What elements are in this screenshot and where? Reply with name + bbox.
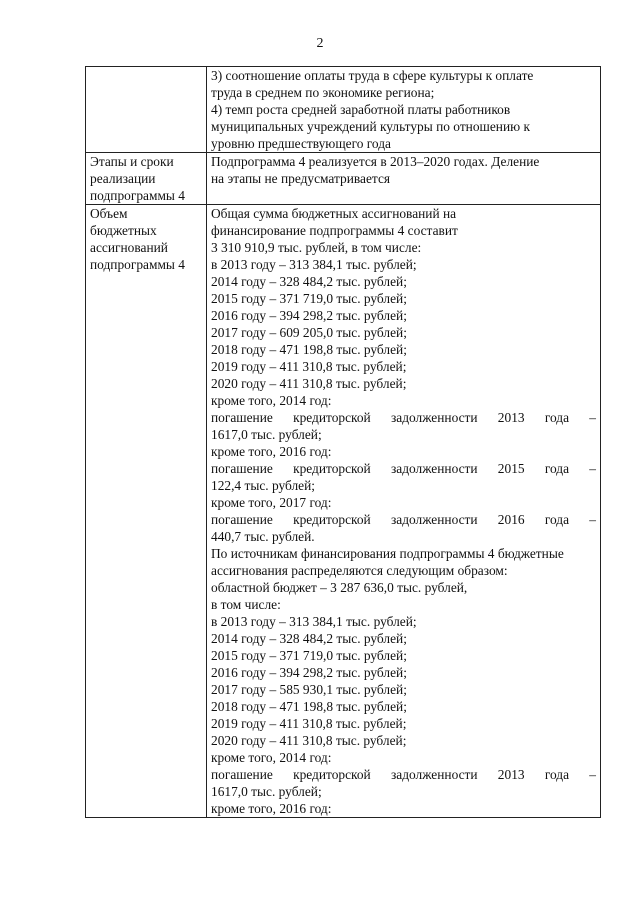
text-line: 2017 году – 609 205,0 тыс. рублей; [211,325,407,340]
text-line: кроме того, 2014 год: [211,393,332,408]
text-line: 2018 году – 471 198,8 тыс. рублей; [211,342,407,357]
table-row-stages [86,153,601,205]
text-line: финансирование подпрограммы 4 составит [211,223,458,238]
row-label-line: подпрограммы 4 [90,188,185,203]
text-line: областной бюджет – 3 287 636,0 тыс. рублей, [211,580,468,595]
row-label-line: ассигнований [90,240,168,255]
row-label-line: Этапы и сроки [90,154,174,169]
text-line: Подпрограмма 4 реализуется в 2013–2020 годах. Деление [211,154,540,169]
text-line: труда в среднем по экономике региона; [211,85,435,100]
passport-table [85,66,601,818]
text-line: 2019 году – 411 310,8 тыс. рублей; [211,359,407,374]
text-line: 2014 году – 328 484,2 тыс. рублей; [211,274,407,289]
page-number: 2 [316,36,324,51]
row1-right-cell [207,67,601,153]
text-line: 2015 году – 371 719,0 тыс. рублей; [211,648,407,663]
text-line: 2019 году – 411 310,8 тыс. рублей; [211,716,407,731]
table-row-budget [86,205,601,818]
text-line: 2018 году – 471 198,8 тыс. рублей; [211,699,407,714]
text-line: 2016 году – 394 298,2 тыс. рублей; [211,308,407,323]
row2-right-cell [207,153,601,205]
text-line: погашение кредиторской задолженности 2013 года – [211,410,596,425]
row1-left-cell [86,67,207,153]
text-line: погашение кредиторской задолженности 2015 года – [211,461,596,476]
row2-left-cell [86,153,207,205]
text-line: 2020 году – 411 310,8 тыс. рублей; [211,376,407,391]
text-line: в 2013 году – 313 384,1 тыс. рублей; [211,257,417,272]
text-line: ассигнования распределяются следующим образом: [211,563,508,578]
text-line: По источникам финансирования подпрограммы 4 бюджетные [211,546,564,561]
row-label-line: Объем [90,206,128,221]
row3-left-cell [86,205,207,818]
text-line: 2017 году – 585 930,1 тыс. рублей; [211,682,407,697]
text-line: 1617,0 тыс. рублей; [211,784,322,799]
text-line: 4) темп роста средней заработной платы работников [211,102,511,117]
text-line: 440,7 тыс. рублей. [211,529,315,544]
text-line: Общая сумма бюджетных ассигнований на [211,206,457,221]
text-line: муниципальных учреждений культуры по отношению к [211,119,530,134]
text-line: 2020 году – 411 310,8 тыс. рублей; [211,733,407,748]
text-line: в том числе: [211,597,281,612]
text-line: 122,4 тыс. рублей; [211,478,315,493]
text-line: погашение кредиторской задолженности 2016 года – [211,512,596,527]
row-label-line: подпрограммы 4 [90,257,185,272]
text-line: 2014 году – 328 484,2 тыс. рублей; [211,631,407,646]
row-label-line: бюджетных [90,223,157,238]
text-line: 1617,0 тыс. рублей; [211,427,322,442]
table-row-indicators [86,67,601,153]
row-label-line: реализации [90,171,156,186]
text-line: 2015 году – 371 719,0 тыс. рублей; [211,291,407,306]
row3-right-cell [207,205,601,818]
text-line: 2016 году – 394 298,2 тыс. рублей; [211,665,407,680]
text-line: 3 310 910,9 тыс. рублей, в том числе: [211,240,422,255]
text-line: кроме того, 2014 год: [211,750,332,765]
text-line: в 2013 году – 313 384,1 тыс. рублей; [211,614,417,629]
text-line: кроме того, 2017 год: [211,495,332,510]
text-line: на этапы не предусматривается [211,171,391,186]
text-line: кроме того, 2016 год: [211,444,332,459]
text-line: 3) соотношение оплаты труда в сфере культуры к оплате [211,68,534,83]
text-line: кроме того, 2016 год: [211,801,332,816]
text-line: погашение кредиторской задолженности 2013 года – [211,767,596,782]
text-line: уровню предшествующего года [211,136,391,151]
